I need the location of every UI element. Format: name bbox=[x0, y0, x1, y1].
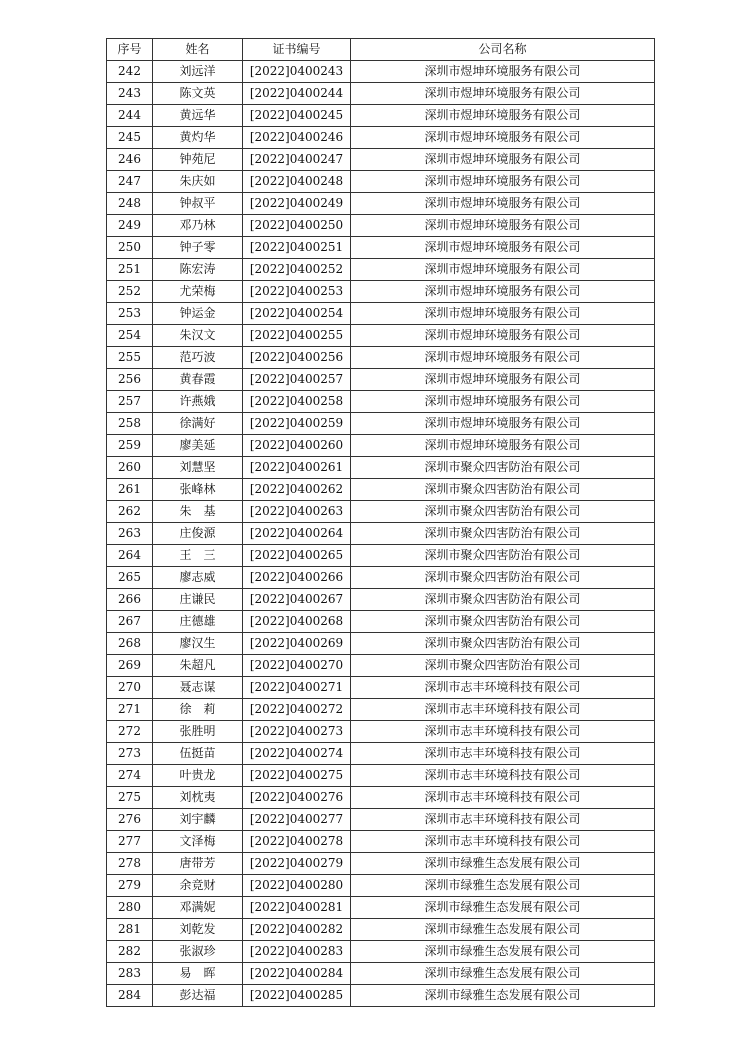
cell-seq: 265 bbox=[107, 567, 153, 589]
cell-seq: 258 bbox=[107, 413, 153, 435]
cell-cert: [2022]0400282 bbox=[243, 919, 351, 941]
cell-name: 彭达福 bbox=[153, 985, 243, 1007]
cell-company: 深圳市煜坤环境服务有限公司 bbox=[351, 127, 655, 149]
cell-cert: [2022]0400258 bbox=[243, 391, 351, 413]
cell-seq: 269 bbox=[107, 655, 153, 677]
table-header bbox=[107, 39, 655, 61]
cell-cert: [2022]0400252 bbox=[243, 259, 351, 281]
cell-cert: [2022]0400268 bbox=[243, 611, 351, 633]
cell-cert: [2022]0400281 bbox=[243, 897, 351, 919]
cell-cert: [2022]0400250 bbox=[243, 215, 351, 237]
cell-name: 廖美延 bbox=[153, 435, 243, 457]
cell-company: 深圳市聚众四害防治有限公司 bbox=[351, 567, 655, 589]
cell-cert: [2022]0400280 bbox=[243, 875, 351, 897]
cell-seq: 242 bbox=[107, 61, 153, 83]
cell-seq: 282 bbox=[107, 941, 153, 963]
table-row bbox=[107, 897, 655, 919]
cell-company: 深圳市志丰环境科技有限公司 bbox=[351, 765, 655, 787]
cell-cert: [2022]0400244 bbox=[243, 83, 351, 105]
table-row bbox=[107, 325, 655, 347]
table-row bbox=[107, 875, 655, 897]
table-row bbox=[107, 501, 655, 523]
cell-cert: [2022]0400273 bbox=[243, 721, 351, 743]
cell-seq: 253 bbox=[107, 303, 153, 325]
cell-seq: 277 bbox=[107, 831, 153, 853]
cell-seq: 279 bbox=[107, 875, 153, 897]
cell-company: 深圳市绿雅生态发展有限公司 bbox=[351, 919, 655, 941]
cell-company: 深圳市煜坤环境服务有限公司 bbox=[351, 347, 655, 369]
cell-company: 深圳市煜坤环境服务有限公司 bbox=[351, 171, 655, 193]
cell-cert: [2022]0400265 bbox=[243, 545, 351, 567]
table-row bbox=[107, 589, 655, 611]
cell-seq: 261 bbox=[107, 479, 153, 501]
cell-company: 深圳市聚众四害防治有限公司 bbox=[351, 523, 655, 545]
table-row bbox=[107, 105, 655, 127]
cell-name: 庄俊源 bbox=[153, 523, 243, 545]
table-row bbox=[107, 941, 655, 963]
cell-seq: 272 bbox=[107, 721, 153, 743]
cell-cert: [2022]0400270 bbox=[243, 655, 351, 677]
cell-seq: 276 bbox=[107, 809, 153, 831]
table-row bbox=[107, 545, 655, 567]
table-row bbox=[107, 61, 655, 83]
cell-company: 深圳市志丰环境科技有限公司 bbox=[351, 809, 655, 831]
cell-cert: [2022]0400272 bbox=[243, 699, 351, 721]
cell-company: 深圳市煜坤环境服务有限公司 bbox=[351, 105, 655, 127]
cell-seq: 281 bbox=[107, 919, 153, 941]
cell-cert: [2022]0400254 bbox=[243, 303, 351, 325]
cell-name: 刘宇麟 bbox=[153, 809, 243, 831]
table-body bbox=[107, 61, 655, 1007]
cell-name: 钟苑尼 bbox=[153, 149, 243, 171]
cell-cert: [2022]0400246 bbox=[243, 127, 351, 149]
table-row bbox=[107, 347, 655, 369]
table-row bbox=[107, 721, 655, 743]
cell-name: 朱超凡 bbox=[153, 655, 243, 677]
cell-cert: [2022]0400267 bbox=[243, 589, 351, 611]
cell-seq: 263 bbox=[107, 523, 153, 545]
cell-seq: 260 bbox=[107, 457, 153, 479]
cell-name: 黄春霞 bbox=[153, 369, 243, 391]
table-row bbox=[107, 985, 655, 1007]
cell-name: 徐满好 bbox=[153, 413, 243, 435]
table-row bbox=[107, 193, 655, 215]
cell-company: 深圳市聚众四害防治有限公司 bbox=[351, 589, 655, 611]
cell-name: 钟叔平 bbox=[153, 193, 243, 215]
cell-company: 深圳市聚众四害防治有限公司 bbox=[351, 501, 655, 523]
cell-name: 徐 莉 bbox=[153, 699, 243, 721]
cell-company: 深圳市志丰环境科技有限公司 bbox=[351, 831, 655, 853]
certificate-list-page bbox=[106, 38, 654, 1007]
cell-seq: 273 bbox=[107, 743, 153, 765]
cell-company: 深圳市绿雅生态发展有限公司 bbox=[351, 897, 655, 919]
cell-company: 深圳市聚众四害防治有限公司 bbox=[351, 545, 655, 567]
cell-cert: [2022]0400276 bbox=[243, 787, 351, 809]
cell-cert: [2022]0400256 bbox=[243, 347, 351, 369]
cell-cert: [2022]0400275 bbox=[243, 765, 351, 787]
cell-company: 深圳市绿雅生态发展有限公司 bbox=[351, 985, 655, 1007]
cell-cert: [2022]0400261 bbox=[243, 457, 351, 479]
cell-company: 深圳市绿雅生态发展有限公司 bbox=[351, 941, 655, 963]
cell-seq: 246 bbox=[107, 149, 153, 171]
table-row bbox=[107, 831, 655, 853]
table-row bbox=[107, 259, 655, 281]
cell-seq: 245 bbox=[107, 127, 153, 149]
cell-company: 深圳市煜坤环境服务有限公司 bbox=[351, 281, 655, 303]
table-row bbox=[107, 567, 655, 589]
cell-company: 深圳市煜坤环境服务有限公司 bbox=[351, 193, 655, 215]
cell-seq: 255 bbox=[107, 347, 153, 369]
table-row bbox=[107, 743, 655, 765]
cell-seq: 280 bbox=[107, 897, 153, 919]
cell-company: 深圳市煜坤环境服务有限公司 bbox=[351, 215, 655, 237]
cell-seq: 252 bbox=[107, 281, 153, 303]
cell-company: 深圳市聚众四害防治有限公司 bbox=[351, 633, 655, 655]
table-row bbox=[107, 853, 655, 875]
cell-name: 范巧波 bbox=[153, 347, 243, 369]
table-row bbox=[107, 303, 655, 325]
cell-cert: [2022]0400264 bbox=[243, 523, 351, 545]
table-row bbox=[107, 435, 655, 457]
table-row bbox=[107, 149, 655, 171]
cell-seq: 266 bbox=[107, 589, 153, 611]
cell-cert: [2022]0400251 bbox=[243, 237, 351, 259]
cell-company: 深圳市聚众四害防治有限公司 bbox=[351, 457, 655, 479]
cell-company: 深圳市聚众四害防治有限公司 bbox=[351, 611, 655, 633]
cell-seq: 259 bbox=[107, 435, 153, 457]
cell-seq: 256 bbox=[107, 369, 153, 391]
table-row bbox=[107, 83, 655, 105]
cell-name: 邓乃林 bbox=[153, 215, 243, 237]
cell-company: 深圳市煜坤环境服务有限公司 bbox=[351, 259, 655, 281]
cell-name: 陈宏涛 bbox=[153, 259, 243, 281]
cell-name: 廖汉生 bbox=[153, 633, 243, 655]
cell-seq: 275 bbox=[107, 787, 153, 809]
table-row bbox=[107, 523, 655, 545]
cell-cert: [2022]0400259 bbox=[243, 413, 351, 435]
cell-seq: 249 bbox=[107, 215, 153, 237]
table-row bbox=[107, 919, 655, 941]
cell-company: 深圳市煜坤环境服务有限公司 bbox=[351, 391, 655, 413]
cell-name: 叶贵龙 bbox=[153, 765, 243, 787]
cell-cert: [2022]0400245 bbox=[243, 105, 351, 127]
cell-company: 深圳市煜坤环境服务有限公司 bbox=[351, 413, 655, 435]
cell-company: 深圳市煜坤环境服务有限公司 bbox=[351, 325, 655, 347]
cell-name: 庄谦民 bbox=[153, 589, 243, 611]
cell-name: 许燕娥 bbox=[153, 391, 243, 413]
cell-cert: [2022]0400255 bbox=[243, 325, 351, 347]
cell-cert: [2022]0400269 bbox=[243, 633, 351, 655]
cell-name: 邓满妮 bbox=[153, 897, 243, 919]
cell-cert: [2022]0400257 bbox=[243, 369, 351, 391]
table-row bbox=[107, 655, 655, 677]
cell-seq: 270 bbox=[107, 677, 153, 699]
table-row bbox=[107, 237, 655, 259]
table-row bbox=[107, 809, 655, 831]
cell-cert: [2022]0400262 bbox=[243, 479, 351, 501]
cell-company: 深圳市绿雅生态发展有限公司 bbox=[351, 875, 655, 897]
cell-company: 深圳市绿雅生态发展有限公司 bbox=[351, 853, 655, 875]
cell-cert: [2022]0400284 bbox=[243, 963, 351, 985]
cell-cert: [2022]0400278 bbox=[243, 831, 351, 853]
cell-company: 深圳市志丰环境科技有限公司 bbox=[351, 699, 655, 721]
header-name: 姓名 bbox=[153, 39, 243, 61]
cell-company: 深圳市煜坤环境服务有限公司 bbox=[351, 369, 655, 391]
cell-company: 深圳市志丰环境科技有限公司 bbox=[351, 721, 655, 743]
cell-cert: [2022]0400279 bbox=[243, 853, 351, 875]
cell-seq: 262 bbox=[107, 501, 153, 523]
cell-cert: [2022]0400283 bbox=[243, 941, 351, 963]
cell-seq: 267 bbox=[107, 611, 153, 633]
table-row bbox=[107, 369, 655, 391]
table-row bbox=[107, 171, 655, 193]
table-row bbox=[107, 127, 655, 149]
cell-company: 深圳市煜坤环境服务有限公司 bbox=[351, 237, 655, 259]
header-company: 公司名称 bbox=[351, 39, 655, 61]
cell-seq: 251 bbox=[107, 259, 153, 281]
cell-name: 尤荣梅 bbox=[153, 281, 243, 303]
cell-cert: [2022]0400243 bbox=[243, 61, 351, 83]
cell-cert: [2022]0400266 bbox=[243, 567, 351, 589]
table-row bbox=[107, 391, 655, 413]
cell-company: 深圳市志丰环境科技有限公司 bbox=[351, 787, 655, 809]
cell-name: 朱 基 bbox=[153, 501, 243, 523]
cell-cert: [2022]0400271 bbox=[243, 677, 351, 699]
table-row bbox=[107, 787, 655, 809]
table-row bbox=[107, 479, 655, 501]
table-row bbox=[107, 215, 655, 237]
cell-company: 深圳市志丰环境科技有限公司 bbox=[351, 743, 655, 765]
cell-name: 钟子零 bbox=[153, 237, 243, 259]
cell-name: 张淑珍 bbox=[153, 941, 243, 963]
cell-name: 刘枕夷 bbox=[153, 787, 243, 809]
cell-seq: 264 bbox=[107, 545, 153, 567]
cell-name: 刘慧坚 bbox=[153, 457, 243, 479]
cell-seq: 284 bbox=[107, 985, 153, 1007]
table-row bbox=[107, 765, 655, 787]
cell-name: 聂志谋 bbox=[153, 677, 243, 699]
cell-company: 深圳市煜坤环境服务有限公司 bbox=[351, 303, 655, 325]
cell-name: 刘乾发 bbox=[153, 919, 243, 941]
table-row bbox=[107, 457, 655, 479]
table-row bbox=[107, 677, 655, 699]
cell-name: 庄德雄 bbox=[153, 611, 243, 633]
cell-seq: 271 bbox=[107, 699, 153, 721]
cell-name: 廖志威 bbox=[153, 567, 243, 589]
cell-seq: 278 bbox=[107, 853, 153, 875]
cell-name: 唐带芳 bbox=[153, 853, 243, 875]
cell-seq: 244 bbox=[107, 105, 153, 127]
table-row bbox=[107, 611, 655, 633]
cell-name: 张峰林 bbox=[153, 479, 243, 501]
header-seq: 序号 bbox=[107, 39, 153, 61]
header-cert: 证书编号 bbox=[243, 39, 351, 61]
cell-name: 黄远华 bbox=[153, 105, 243, 127]
cell-name: 余竞财 bbox=[153, 875, 243, 897]
cell-name: 刘远洋 bbox=[153, 61, 243, 83]
cell-seq: 248 bbox=[107, 193, 153, 215]
table-row bbox=[107, 281, 655, 303]
cell-seq: 247 bbox=[107, 171, 153, 193]
cell-cert: [2022]0400249 bbox=[243, 193, 351, 215]
cell-seq: 254 bbox=[107, 325, 153, 347]
cell-cert: [2022]0400285 bbox=[243, 985, 351, 1007]
cell-company: 深圳市绿雅生态发展有限公司 bbox=[351, 963, 655, 985]
cell-cert: [2022]0400253 bbox=[243, 281, 351, 303]
cell-company: 深圳市聚众四害防治有限公司 bbox=[351, 655, 655, 677]
cell-seq: 268 bbox=[107, 633, 153, 655]
cell-name: 王 三 bbox=[153, 545, 243, 567]
cell-company: 深圳市煜坤环境服务有限公司 bbox=[351, 435, 655, 457]
cell-cert: [2022]0400263 bbox=[243, 501, 351, 523]
cell-name: 易 晖 bbox=[153, 963, 243, 985]
cell-seq: 243 bbox=[107, 83, 153, 105]
cell-seq: 274 bbox=[107, 765, 153, 787]
cell-company: 深圳市煜坤环境服务有限公司 bbox=[351, 83, 655, 105]
cell-seq: 257 bbox=[107, 391, 153, 413]
table-row bbox=[107, 699, 655, 721]
cell-cert: [2022]0400248 bbox=[243, 171, 351, 193]
cell-name: 文泽梅 bbox=[153, 831, 243, 853]
cell-name: 朱庆如 bbox=[153, 171, 243, 193]
cell-cert: [2022]0400247 bbox=[243, 149, 351, 171]
cell-company: 深圳市煜坤环境服务有限公司 bbox=[351, 61, 655, 83]
header-row bbox=[107, 39, 655, 61]
cell-name: 张胜明 bbox=[153, 721, 243, 743]
cell-seq: 283 bbox=[107, 963, 153, 985]
cell-name: 伍挺苗 bbox=[153, 743, 243, 765]
certificate-table bbox=[106, 38, 655, 1007]
table-row bbox=[107, 413, 655, 435]
cell-cert: [2022]0400260 bbox=[243, 435, 351, 457]
cell-name: 黄灼华 bbox=[153, 127, 243, 149]
cell-company: 深圳市聚众四害防治有限公司 bbox=[351, 479, 655, 501]
cell-name: 钟运金 bbox=[153, 303, 243, 325]
cell-cert: [2022]0400277 bbox=[243, 809, 351, 831]
cell-company: 深圳市煜坤环境服务有限公司 bbox=[351, 149, 655, 171]
cell-name: 陈文英 bbox=[153, 83, 243, 105]
cell-company: 深圳市志丰环境科技有限公司 bbox=[351, 677, 655, 699]
table-row bbox=[107, 963, 655, 985]
cell-cert: [2022]0400274 bbox=[243, 743, 351, 765]
cell-name: 朱汉文 bbox=[153, 325, 243, 347]
table-row bbox=[107, 633, 655, 655]
cell-seq: 250 bbox=[107, 237, 153, 259]
